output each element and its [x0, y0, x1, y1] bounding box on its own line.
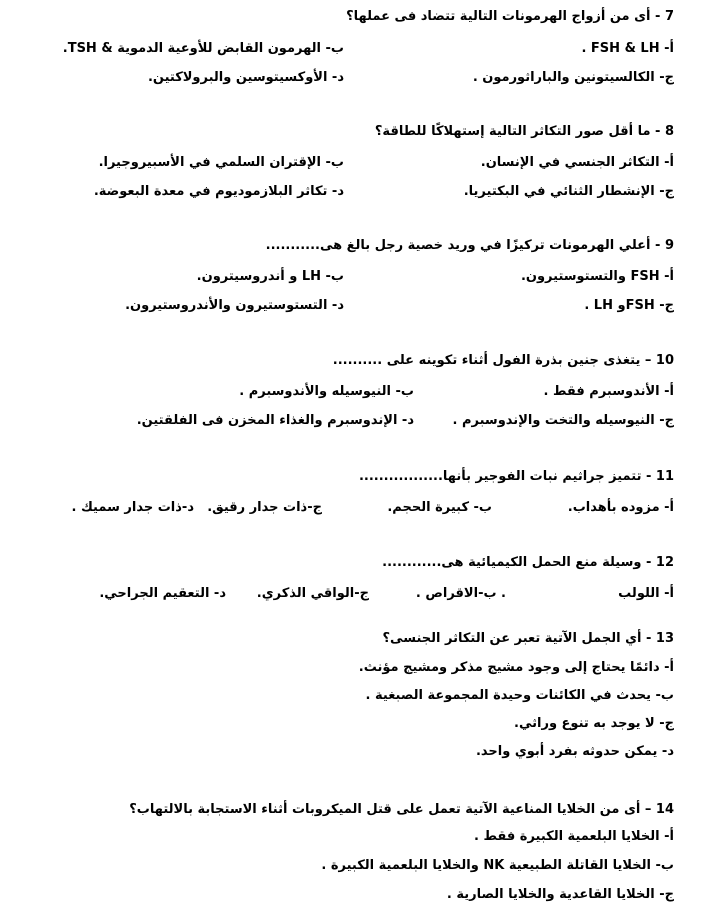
- question-13-option-a: أ- دائمًا يحتاج إلى وجود مشيج مذكر ومشيج مؤنث.: [358, 660, 674, 675]
- question-8-option-c: ج- الإنشطار الثنائي في البكتيريا.: [463, 184, 674, 199]
- question-7-option-a: أ- FSH & LH .: [581, 41, 674, 56]
- question-14-option-b: ب- الخلايا القاتلة الطبيعية NK والخلايا البلعمية الكبيرة .: [321, 858, 674, 873]
- question-9-option-a: أ- FSH والتستوستيرون.: [520, 269, 674, 284]
- question-10-option-a: أ- الأندوسبرم فقط .: [543, 384, 674, 399]
- question-14: [129, 801, 674, 819]
- question-13-text: 13 - أي الجمل الآتية تعبر عن التكاثر الجنسى؟: [382, 631, 674, 646]
- question-13-option-b: ب- يحدث في الكائنات وحيدة المجموعة الصبغية .: [365, 688, 674, 703]
- question-9-option-d: د- التستوستيرون والأندروستيرون.: [125, 298, 344, 313]
- question-10-option-b: ب- النيوسيله والأندوسبرم .: [239, 384, 414, 399]
- question-8-text: 8 - ما أقل صور التكاثر التالية إستهلاكًا للطاقة؟: [374, 124, 674, 139]
- question-8-option-b: ب- الإقتران السلمي في الأسبيروجيرا.: [98, 155, 344, 170]
- question-9-option-c: ج- FSHو LH .: [584, 298, 674, 313]
- question-9-text: 9 - أعلي الهرمونات تركيزًا في وريد خصية رجل بالغ هى...........: [265, 238, 674, 253]
- question-8: [375, 123, 674, 141]
- question-7-option-d: د- الأوكسيتوسين والبرولاكتين.: [147, 70, 344, 85]
- question-12: [382, 554, 674, 572]
- question-7-option-b: ب- الهرمون القابض للأوعية الدموية & TSH.: [62, 41, 344, 56]
- question-7-text: 7 - أى من أزواج الهرمونات التالية تتضاد فى عملها؟: [346, 9, 674, 24]
- question-11-option-b: ب- كبيرة الحجم.: [387, 500, 492, 515]
- question-11-option-c: ج-ذات جدار رقيق.: [207, 500, 322, 515]
- question-10-option-c: ج- النيوسيله والتخت والإندوسبرم .: [452, 413, 674, 428]
- question-14-option-c: ج- الخلايا القاعدية والخلايا الصارية .: [446, 887, 674, 902]
- question-11: [359, 468, 674, 486]
- question-12-option-a: أ- اللولب: [618, 586, 674, 601]
- question-13-option-c: ج- لا يوجد به تنوع وراثي.: [514, 716, 674, 731]
- question-10-option-d: د- الإندوسبرم والغذاء المخزن فى الفلقتين.: [136, 413, 414, 428]
- question-8-option-a: أ- التكاثر الجنسي في الإنسان.: [480, 155, 674, 170]
- question-13-option-d: د- يمكن حدوثه بفرد أبوي واحد.: [475, 744, 674, 759]
- question-12-option-d: د- التعقيم الجراحي.: [99, 586, 226, 601]
- question-7: [346, 8, 674, 26]
- question-10-text: 10 – يتغذى جنين بذرة الفول أثناء تكوينه على ..........: [332, 353, 674, 368]
- question-11-option-d: د-ذات جدار سميك .: [71, 500, 194, 515]
- question-14-option-a: أ- الخلايا البلعمية الكبيرة فقط .: [473, 829, 674, 844]
- question-9-option-b: ب- LH و أندروسيترون.: [196, 269, 344, 284]
- question-11-option-a: أ- مزوده بأهداب.: [567, 500, 674, 515]
- question-7-option-c: ج- الكالسيتونين والباراثورمون .: [472, 70, 674, 85]
- question-11-text: 11 - تتميز جراثيم نبات الفوجير بأنها.................: [358, 469, 674, 484]
- question-8-option-d: د- تكاثر البلازموديوم في معدة البعوضة.: [93, 184, 344, 199]
- question-12-text: 12 - وسيلة منع الحمل الكيميائية هى............: [382, 555, 674, 570]
- question-13: [383, 630, 674, 648]
- question-9: [266, 237, 674, 255]
- question-14-text: 14 – أى من الخلايا المناعية الآتية تعمل على قتل الميكروبات أثناء الاستجابة بالالتهاب؟: [129, 802, 674, 817]
- question-10: [333, 352, 674, 370]
- question-12-option-c: ج-الواقي الذكري.: [256, 586, 369, 601]
- question-12-option-b: . ب-الاقراص .: [415, 586, 506, 601]
